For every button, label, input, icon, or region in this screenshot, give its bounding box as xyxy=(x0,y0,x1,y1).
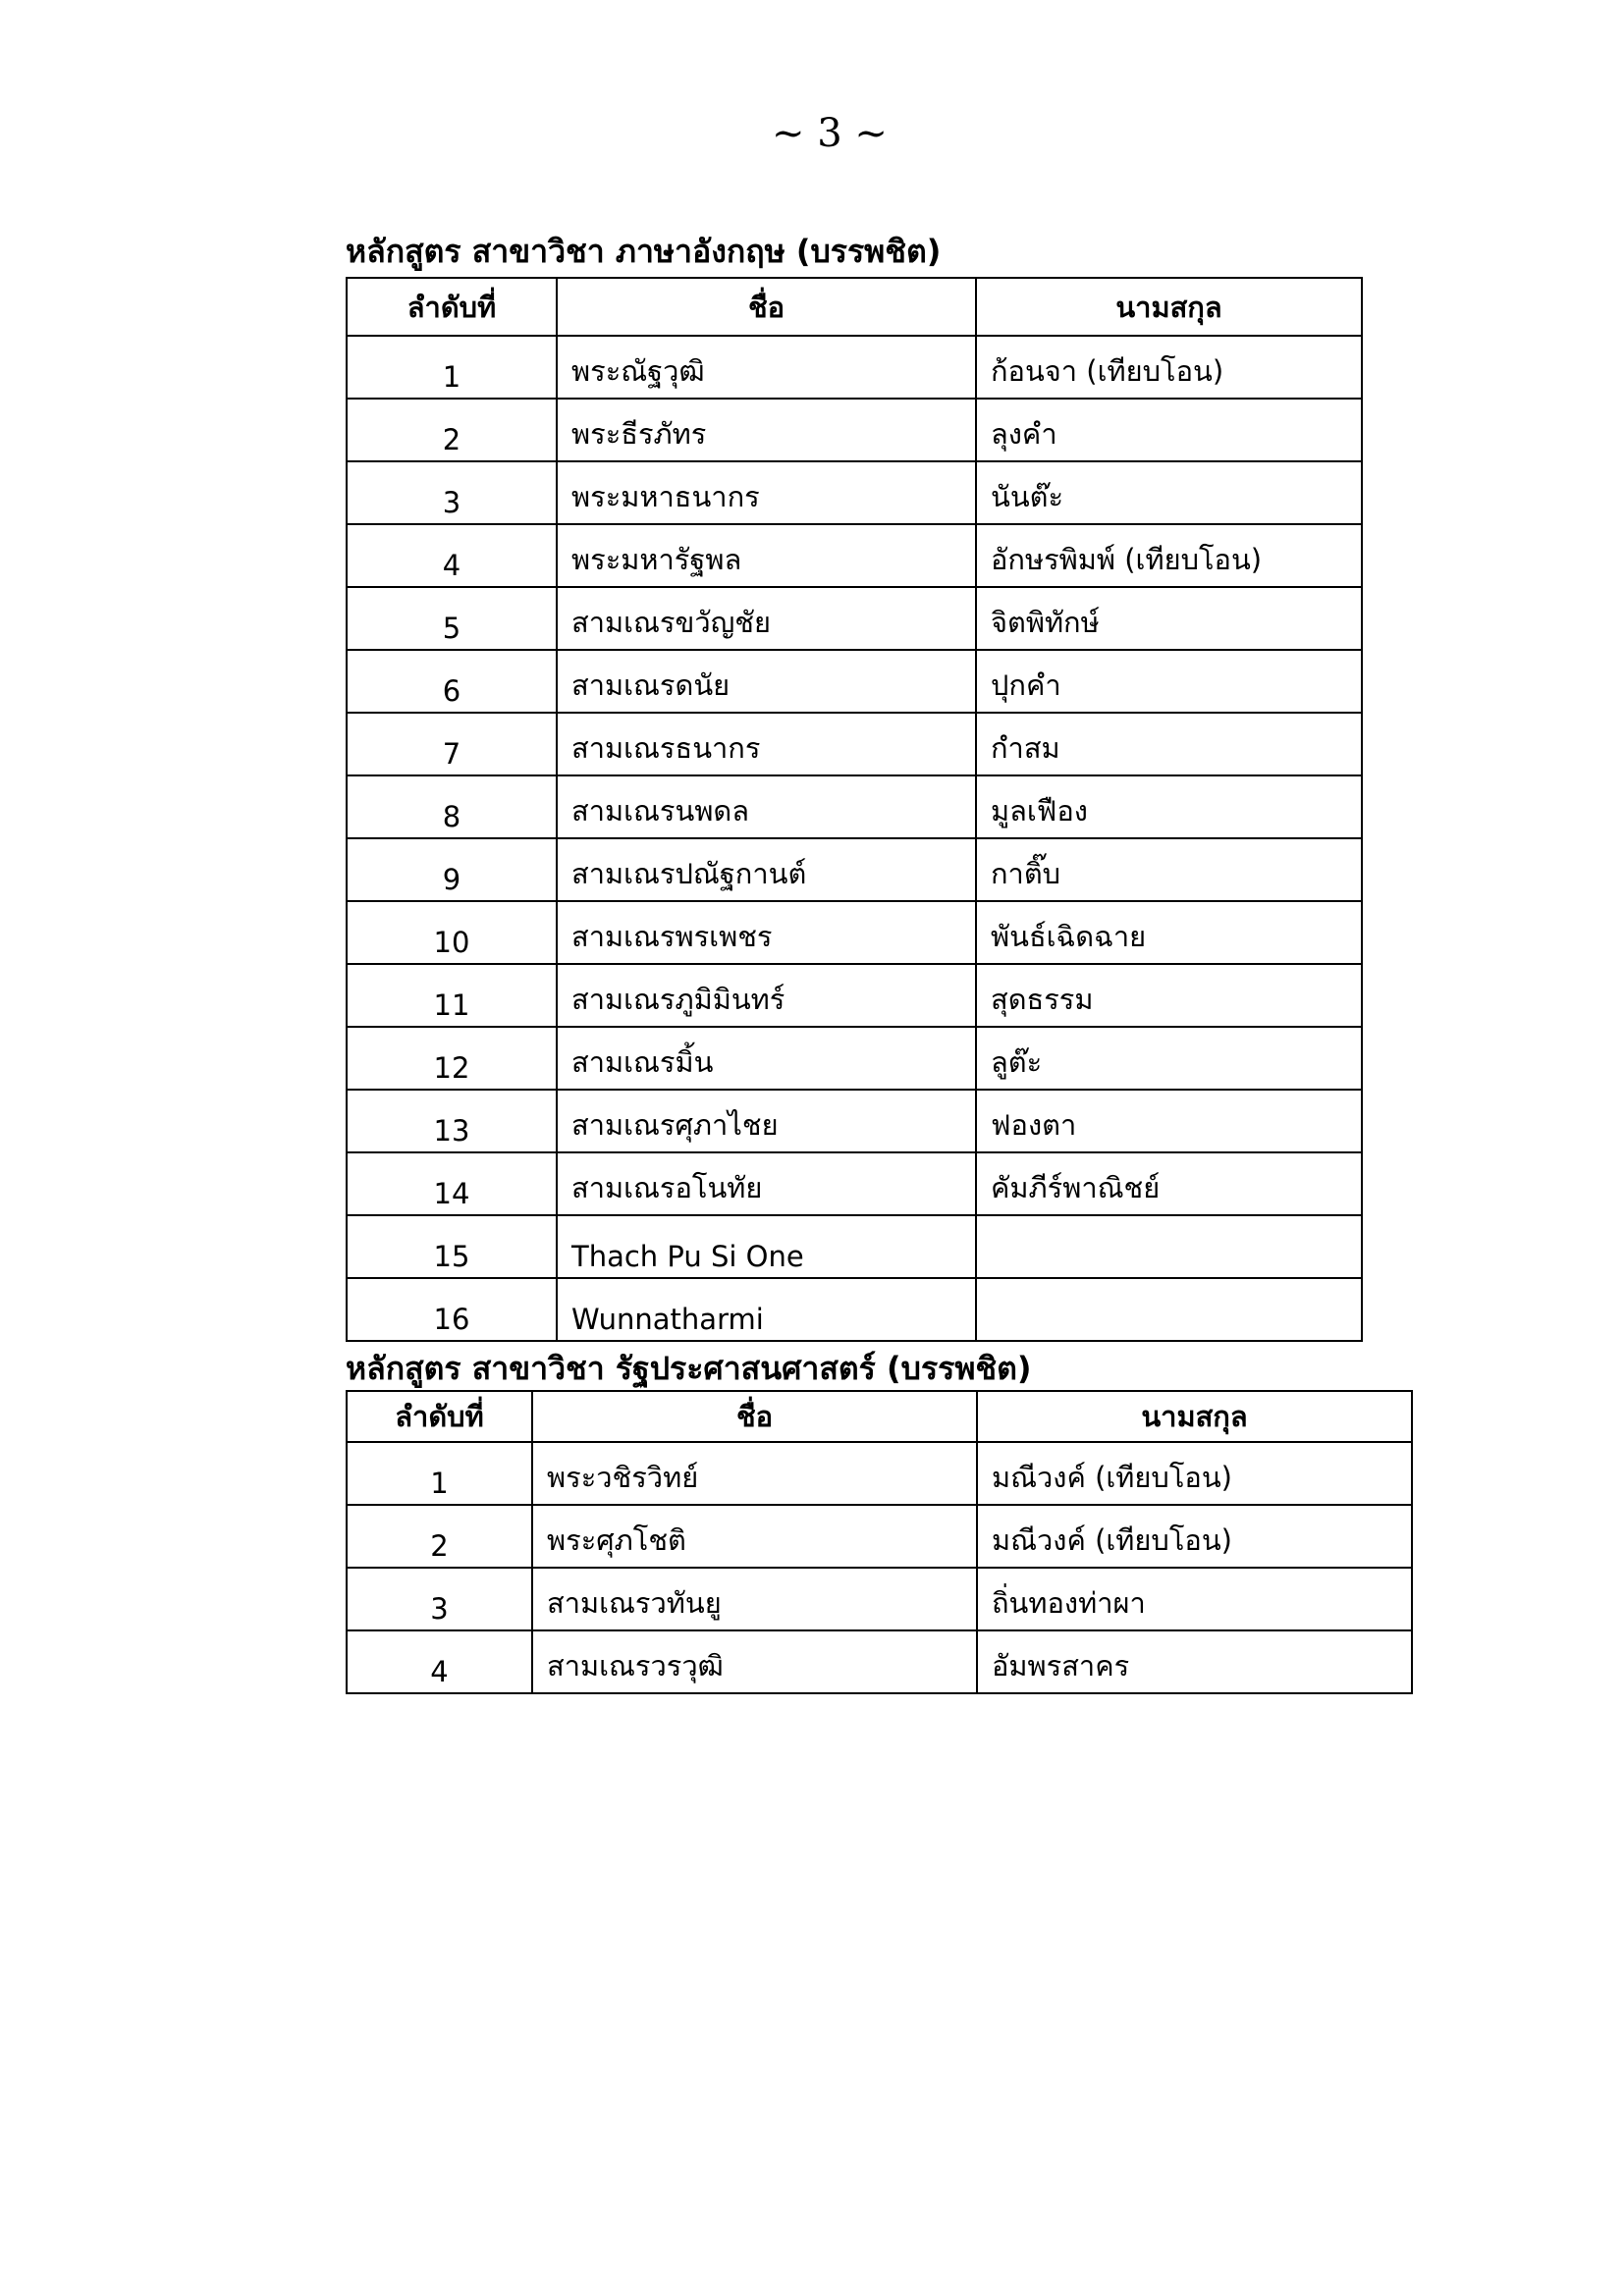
order-number-cell: 12 xyxy=(347,1027,557,1090)
last-name-cell: สุดธรรม xyxy=(976,964,1362,1027)
student-table-public-administration xyxy=(346,1390,1413,1694)
table-row xyxy=(347,1568,1412,1630)
order-number-cell: 3 xyxy=(347,1568,532,1630)
last-name-cell xyxy=(976,1278,1362,1341)
last-name-cell: คัมภีร์พาณิชย์ xyxy=(976,1152,1362,1215)
order-number-cell: 10 xyxy=(347,901,557,964)
first-name-cell: พระธีรภัทร xyxy=(557,399,976,461)
order-number-cell: 16 xyxy=(347,1278,557,1341)
last-name-cell: กาติ๊บ xyxy=(976,838,1362,901)
order-number-cell: 4 xyxy=(347,524,557,587)
header-last-name: นามสกุล xyxy=(977,1391,1412,1442)
table-row xyxy=(347,1215,1362,1278)
header-last-name: นามสกุล xyxy=(976,278,1362,336)
table-row xyxy=(347,1442,1412,1505)
first-name-cell: สามเณรภูมิมินทร์ xyxy=(557,964,976,1027)
first-name-cell: Wunnatharmi xyxy=(557,1278,976,1341)
page-number: ~ 3 ~ xyxy=(772,111,888,156)
table-header-row xyxy=(347,1391,1412,1442)
first-name-cell: สามเณรปณัฐกานต์ xyxy=(557,838,976,901)
last-name-cell: อักษรพิมพ์ (เทียบโอน) xyxy=(976,524,1362,587)
last-name-cell xyxy=(976,1215,1362,1278)
last-name-cell: จิตพิทักษ์ xyxy=(976,587,1362,650)
table-row xyxy=(347,1152,1362,1215)
order-number-cell: 2 xyxy=(347,1505,532,1568)
last-name-cell: ก้อนจา (เทียบโอน) xyxy=(976,336,1362,399)
last-name-cell: พันธ์เฉิดฉาย xyxy=(976,901,1362,964)
last-name-cell: ลูต๊ะ xyxy=(976,1027,1362,1090)
order-number-cell: 5 xyxy=(347,587,557,650)
order-number-cell: 1 xyxy=(347,1442,532,1505)
first-name-cell: สามเณรอโนทัย xyxy=(557,1152,976,1215)
table-row xyxy=(347,399,1362,461)
order-number-cell: 9 xyxy=(347,838,557,901)
student-table-english xyxy=(346,277,1363,1342)
order-number-cell: 8 xyxy=(347,775,557,838)
last-name-cell: ฟองตา xyxy=(976,1090,1362,1152)
table-header-row xyxy=(347,278,1362,336)
order-number-cell: 11 xyxy=(347,964,557,1027)
order-number-cell: 1 xyxy=(347,336,557,399)
order-number-cell: 13 xyxy=(347,1090,557,1152)
table-row xyxy=(347,838,1362,901)
table-row xyxy=(347,775,1362,838)
first-name-cell: สามเณรวทันยู xyxy=(532,1568,977,1630)
table-row xyxy=(347,587,1362,650)
first-name-cell: สามเณรขวัญชัย xyxy=(557,587,976,650)
last-name-cell: ปุกคำ xyxy=(976,650,1362,713)
table-row xyxy=(347,1505,1412,1568)
last-name-cell: นันต๊ะ xyxy=(976,461,1362,524)
last-name-cell: ลุงคำ xyxy=(976,399,1362,461)
table-row xyxy=(347,713,1362,775)
first-name-cell: พระมหาธนากร xyxy=(557,461,976,524)
last-name-cell: มณีวงค์ (เทียบโอน) xyxy=(977,1505,1412,1568)
first-name-cell: สามเณรธนากร xyxy=(557,713,976,775)
order-number-cell: 4 xyxy=(347,1630,532,1693)
last-name-cell: มณีวงค์ (เทียบโอน) xyxy=(977,1442,1412,1505)
section-title-public-administration: หลักสูตร สาขาวิชา รัฐประศาสนศาสตร์ (บรรพชิต) xyxy=(346,1350,1032,1387)
first-name-cell: สามเณรดนัย xyxy=(557,650,976,713)
table-row xyxy=(347,1090,1362,1152)
first-name-cell: Thach Pu Si One xyxy=(557,1215,976,1278)
last-name-cell: กำสม xyxy=(976,713,1362,775)
first-name-cell: พระวชิรวิทย์ xyxy=(532,1442,977,1505)
header-order-number: ลำดับที่ xyxy=(347,278,557,336)
table-row xyxy=(347,1027,1362,1090)
table-row xyxy=(347,1630,1412,1693)
header-first-name: ชื่อ xyxy=(557,278,976,336)
last-name-cell: ถิ่นทองท่าผา xyxy=(977,1568,1412,1630)
first-name-cell: สามเณรพรเพชร xyxy=(557,901,976,964)
order-number-cell: 6 xyxy=(347,650,557,713)
table-row xyxy=(347,336,1362,399)
last-name-cell: อัมพรสาคร xyxy=(977,1630,1412,1693)
order-number-cell: 3 xyxy=(347,461,557,524)
table-row xyxy=(347,524,1362,587)
first-name-cell: พระณัฐวุฒิ xyxy=(557,336,976,399)
header-first-name: ชื่อ xyxy=(532,1391,977,1442)
order-number-cell: 14 xyxy=(347,1152,557,1215)
table-row xyxy=(347,461,1362,524)
table-row xyxy=(347,1278,1362,1341)
last-name-cell: มูลเฟือง xyxy=(976,775,1362,838)
first-name-cell: พระมหารัฐพล xyxy=(557,524,976,587)
first-name-cell: พระศุภโชติ xyxy=(532,1505,977,1568)
first-name-cell: สามเณรศุภาไชย xyxy=(557,1090,976,1152)
table-row xyxy=(347,650,1362,713)
section-title-english: หลักสูตร สาขาวิชา ภาษาอังกฤษ (บรรพชิต) xyxy=(346,233,942,270)
table-row xyxy=(347,964,1362,1027)
order-number-cell: 15 xyxy=(347,1215,557,1278)
order-number-cell: 7 xyxy=(347,713,557,775)
table-row xyxy=(347,901,1362,964)
first-name-cell: สามเณรวรวุฒิ xyxy=(532,1630,977,1693)
first-name-cell: สามเณรนพดล xyxy=(557,775,976,838)
first-name-cell: สามเณรมิ้น xyxy=(557,1027,976,1090)
order-number-cell: 2 xyxy=(347,399,557,461)
header-order-number: ลำดับที่ xyxy=(347,1391,532,1442)
